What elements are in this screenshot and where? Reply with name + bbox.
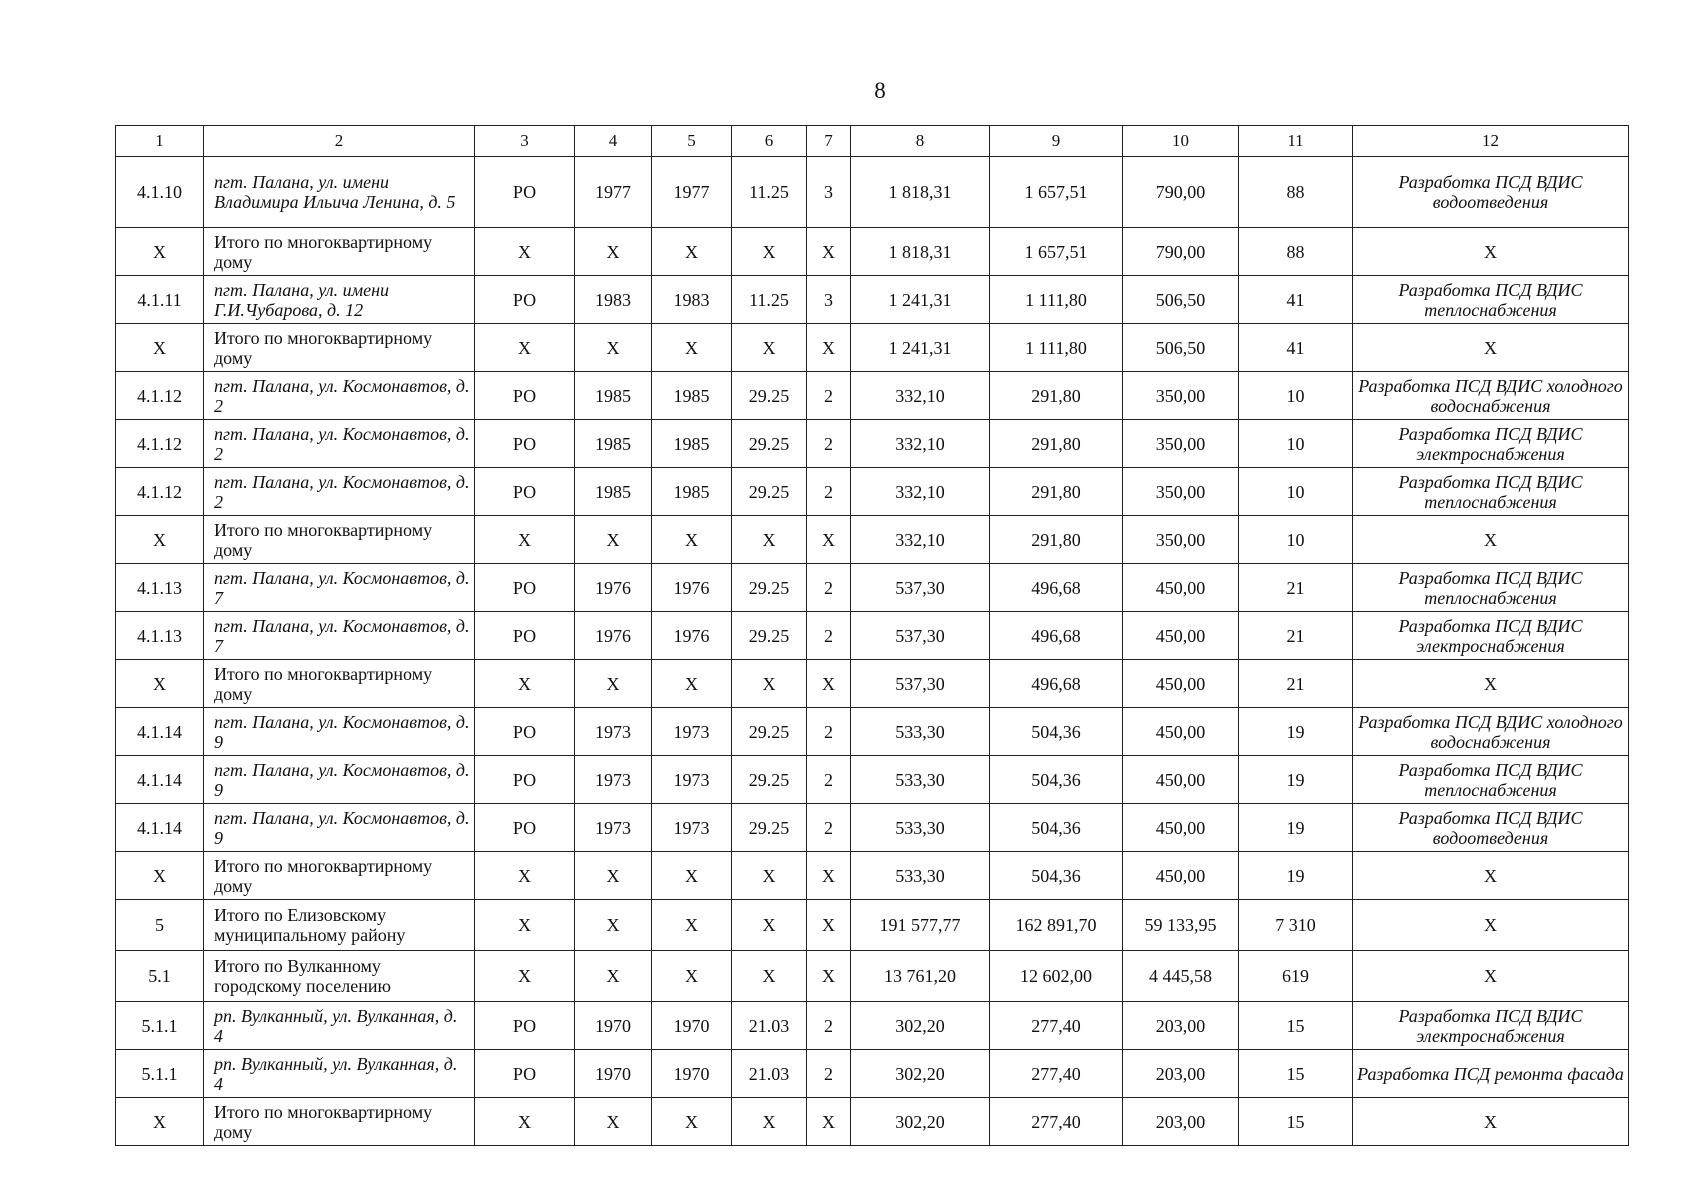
- col-area-total: 533,30: [851, 804, 990, 852]
- col-year-commission: 1970: [652, 1002, 732, 1050]
- col-residents: 88: [1239, 228, 1353, 276]
- col-type: РО: [475, 372, 575, 420]
- col-area-total: 332,10: [851, 420, 990, 468]
- col-address: пгт. Палана, ул. Космонавтов, д. 2: [204, 372, 475, 420]
- col-code: 11.25: [732, 276, 807, 324]
- col-year-commission: 1977: [652, 157, 732, 228]
- col-year-commission: 1973: [652, 804, 732, 852]
- col-residents: 19: [1239, 852, 1353, 900]
- col-type: Х: [475, 516, 575, 564]
- col-type: РО: [475, 420, 575, 468]
- col-code: 29.25: [732, 708, 807, 756]
- col-number: 5: [116, 900, 204, 951]
- col-cost: 790,00: [1123, 157, 1239, 228]
- col-residents: 19: [1239, 756, 1353, 804]
- col-floors: Х: [807, 324, 851, 372]
- col-number: 4.1.14: [116, 708, 204, 756]
- header-cell-1: 1: [116, 126, 204, 157]
- col-residents: 15: [1239, 1050, 1353, 1098]
- col-year-commission: 1985: [652, 372, 732, 420]
- col-area-living: 496,68: [990, 564, 1123, 612]
- header-row: [116, 126, 1629, 157]
- col-year-commission: 1973: [652, 756, 732, 804]
- col-number: Х: [116, 852, 204, 900]
- col-year-commission: Х: [652, 900, 732, 951]
- col-area-living: 12 602,00: [990, 951, 1123, 1002]
- page-number: 8: [874, 78, 886, 103]
- col-cost: 450,00: [1123, 564, 1239, 612]
- col-year-built: Х: [575, 1098, 652, 1146]
- col-year-commission: Х: [652, 1098, 732, 1146]
- col-address: пгт. Палана, ул. Космонавтов, д. 9: [204, 708, 475, 756]
- col-type: РО: [475, 276, 575, 324]
- col-year-commission: Х: [652, 951, 732, 1002]
- col-area-living: 504,36: [990, 852, 1123, 900]
- col-code: 11.25: [732, 157, 807, 228]
- col-code: Х: [732, 228, 807, 276]
- table-row: [116, 756, 1629, 804]
- col-floors: Х: [807, 900, 851, 951]
- col-year-built: 1973: [575, 708, 652, 756]
- col-residents: 21: [1239, 564, 1353, 612]
- total-row: [116, 951, 1629, 1002]
- col-number: 4.1.13: [116, 612, 204, 660]
- col-number: Х: [116, 228, 204, 276]
- col-type: Х: [475, 900, 575, 951]
- col-area-total: 533,30: [851, 708, 990, 756]
- col-work: Х: [1353, 951, 1629, 1002]
- col-type: РО: [475, 564, 575, 612]
- total-row: [116, 228, 1629, 276]
- col-work: Х: [1353, 516, 1629, 564]
- col-address: Итого по многоквартирному дому: [204, 660, 475, 708]
- total-row: [116, 1098, 1629, 1146]
- col-area-living: 291,80: [990, 468, 1123, 516]
- col-number: 5.1.1: [116, 1002, 204, 1050]
- col-year-commission: 1985: [652, 420, 732, 468]
- table-row: [116, 1050, 1629, 1098]
- col-number: 4.1.12: [116, 468, 204, 516]
- col-number: Х: [116, 1098, 204, 1146]
- col-work: Разработка ПСД ВДИС теплоснабжения: [1353, 756, 1629, 804]
- col-number: Х: [116, 660, 204, 708]
- col-work: Разработка ПСД ВДИС электроснабжения: [1353, 420, 1629, 468]
- col-type: РО: [475, 804, 575, 852]
- col-year-commission: 1976: [652, 564, 732, 612]
- table-row: [116, 804, 1629, 852]
- total-row: [116, 324, 1629, 372]
- table-row: [116, 372, 1629, 420]
- col-address: пгт. Палана, ул. Космонавтов, д. 2: [204, 420, 475, 468]
- col-cost: 350,00: [1123, 372, 1239, 420]
- col-floors: Х: [807, 228, 851, 276]
- col-work: Разработка ПСД ВДИС электроснабжения: [1353, 1002, 1629, 1050]
- col-work: Х: [1353, 660, 1629, 708]
- col-cost: 4 445,58: [1123, 951, 1239, 1002]
- col-year-commission: 1973: [652, 708, 732, 756]
- col-type: РО: [475, 157, 575, 228]
- col-floors: 2: [807, 468, 851, 516]
- col-year-built: Х: [575, 951, 652, 1002]
- col-area-living: 1 111,80: [990, 324, 1123, 372]
- col-code: Х: [732, 900, 807, 951]
- col-area-living: 504,36: [990, 804, 1123, 852]
- col-work: Разработка ПСД ВДИС теплоснабжения: [1353, 276, 1629, 324]
- col-area-living: 496,68: [990, 612, 1123, 660]
- col-cost: 350,00: [1123, 516, 1239, 564]
- table-row: [116, 420, 1629, 468]
- col-cost: 450,00: [1123, 612, 1239, 660]
- col-residents: 10: [1239, 372, 1353, 420]
- register-table: [115, 125, 1629, 1146]
- col-type: Х: [475, 228, 575, 276]
- col-number: 4.1.11: [116, 276, 204, 324]
- table-row: [116, 564, 1629, 612]
- col-number: 4.1.14: [116, 804, 204, 852]
- col-work: Х: [1353, 228, 1629, 276]
- col-work: Разработка ПСД ВДИС водоотведения: [1353, 804, 1629, 852]
- col-number: Х: [116, 516, 204, 564]
- col-area-living: 496,68: [990, 660, 1123, 708]
- col-code: 29.25: [732, 804, 807, 852]
- col-year-built: 1970: [575, 1050, 652, 1098]
- col-year-built: 1973: [575, 756, 652, 804]
- col-code: 29.25: [732, 756, 807, 804]
- col-code: 29.25: [732, 372, 807, 420]
- col-residents: 15: [1239, 1002, 1353, 1050]
- col-type: Х: [475, 324, 575, 372]
- col-year-commission: Х: [652, 228, 732, 276]
- col-area-living: 1 111,80: [990, 276, 1123, 324]
- col-code: 29.25: [732, 612, 807, 660]
- table-row: [116, 157, 1629, 228]
- col-floors: 2: [807, 420, 851, 468]
- col-area-total: 302,20: [851, 1050, 990, 1098]
- col-number: 4.1.10: [116, 157, 204, 228]
- header-cell-11: 11: [1239, 126, 1353, 157]
- col-work: Разработка ПСД ВДИС теплоснабжения: [1353, 564, 1629, 612]
- col-area-living: 1 657,51: [990, 157, 1123, 228]
- col-residents: 41: [1239, 324, 1353, 372]
- col-year-built: 1985: [575, 420, 652, 468]
- col-area-total: 302,20: [851, 1098, 990, 1146]
- col-year-built: 1985: [575, 468, 652, 516]
- col-address: Итого по многоквартирному дому: [204, 324, 475, 372]
- col-residents: 15: [1239, 1098, 1353, 1146]
- col-year-built: 1985: [575, 372, 652, 420]
- col-residents: 21: [1239, 660, 1353, 708]
- col-year-built: 1983: [575, 276, 652, 324]
- col-number: 4.1.13: [116, 564, 204, 612]
- col-year-built: 1970: [575, 1002, 652, 1050]
- total-row: [116, 900, 1629, 951]
- header-cell-5: 5: [652, 126, 732, 157]
- col-address: пгт. Палана, ул. имени Владимира Ильича Ленина, д. 5: [204, 157, 475, 228]
- col-area-total: 13 761,20: [851, 951, 990, 1002]
- col-year-built: Х: [575, 852, 652, 900]
- col-type: Х: [475, 660, 575, 708]
- col-address: пгт. Палана, ул. Космонавтов, д. 7: [204, 612, 475, 660]
- table-row: [116, 276, 1629, 324]
- col-cost: 450,00: [1123, 852, 1239, 900]
- header-cell-8: 8: [851, 126, 990, 157]
- col-residents: 21: [1239, 612, 1353, 660]
- col-cost: 506,50: [1123, 276, 1239, 324]
- header-cell-12: 12: [1353, 126, 1629, 157]
- col-floors: 2: [807, 1002, 851, 1050]
- col-area-total: 332,10: [851, 372, 990, 420]
- col-floors: 2: [807, 372, 851, 420]
- col-residents: 10: [1239, 420, 1353, 468]
- col-work: Х: [1353, 900, 1629, 951]
- col-cost: 450,00: [1123, 708, 1239, 756]
- col-type: РО: [475, 1002, 575, 1050]
- total-row: [116, 516, 1629, 564]
- col-area-living: 162 891,70: [990, 900, 1123, 951]
- col-cost: 450,00: [1123, 756, 1239, 804]
- col-type: Х: [475, 852, 575, 900]
- col-address: пгт. Палана, ул. Космонавтов, д. 9: [204, 756, 475, 804]
- col-work: Разработка ПСД ВДИС водоотведения: [1353, 157, 1629, 228]
- col-floors: 3: [807, 157, 851, 228]
- col-year-built: Х: [575, 324, 652, 372]
- col-address: Итого по Елизовскому муниципальному району: [204, 900, 475, 951]
- col-code: Х: [732, 1098, 807, 1146]
- col-work: Х: [1353, 1098, 1629, 1146]
- col-type: Х: [475, 951, 575, 1002]
- col-area-total: 302,20: [851, 1002, 990, 1050]
- col-area-total: 533,30: [851, 756, 990, 804]
- col-year-built: 1977: [575, 157, 652, 228]
- col-area-total: 1 241,31: [851, 324, 990, 372]
- table-row: [116, 612, 1629, 660]
- col-year-commission: Х: [652, 660, 732, 708]
- col-floors: Х: [807, 516, 851, 564]
- col-area-total: 1 241,31: [851, 276, 990, 324]
- col-address: пгт. Палана, ул. Космонавтов, д. 7: [204, 564, 475, 612]
- col-floors: 2: [807, 804, 851, 852]
- col-cost: 506,50: [1123, 324, 1239, 372]
- col-residents: 19: [1239, 804, 1353, 852]
- col-area-living: 504,36: [990, 756, 1123, 804]
- col-floors: 3: [807, 276, 851, 324]
- col-code: 21.03: [732, 1050, 807, 1098]
- col-area-living: 277,40: [990, 1098, 1123, 1146]
- col-floors: Х: [807, 951, 851, 1002]
- col-type: Х: [475, 1098, 575, 1146]
- col-residents: 619: [1239, 951, 1353, 1002]
- col-area-living: 291,80: [990, 516, 1123, 564]
- table-row: [116, 468, 1629, 516]
- col-year-built: Х: [575, 516, 652, 564]
- col-area-living: 504,36: [990, 708, 1123, 756]
- col-address: пгт. Палана, ул. Космонавтов, д. 2: [204, 468, 475, 516]
- col-residents: 41: [1239, 276, 1353, 324]
- col-floors: Х: [807, 660, 851, 708]
- col-cost: 203,00: [1123, 1002, 1239, 1050]
- col-year-commission: Х: [652, 516, 732, 564]
- col-year-built: Х: [575, 900, 652, 951]
- col-year-commission: Х: [652, 852, 732, 900]
- col-cost: 450,00: [1123, 804, 1239, 852]
- col-address: Итого по многоквартирному дому: [204, 516, 475, 564]
- col-residents: 10: [1239, 516, 1353, 564]
- col-address: Итого по многоквартирному дому: [204, 852, 475, 900]
- col-code: Х: [732, 951, 807, 1002]
- col-address: Итого по Вулканному городскому поселению: [204, 951, 475, 1002]
- header-cell-9: 9: [990, 126, 1123, 157]
- col-work: Разработка ПСД ВДИС холодного водоснабжения: [1353, 372, 1629, 420]
- header-cell-10: 10: [1123, 126, 1239, 157]
- col-number: 4.1.14: [116, 756, 204, 804]
- col-code: Х: [732, 516, 807, 564]
- col-area-total: 533,30: [851, 852, 990, 900]
- col-work: Разработка ПСД ВДИС электроснабжения: [1353, 612, 1629, 660]
- header-cell-2: 2: [204, 126, 475, 157]
- col-year-commission: 1976: [652, 612, 732, 660]
- col-address: Итого по многоквартирному дому: [204, 1098, 475, 1146]
- header-cell-7: 7: [807, 126, 851, 157]
- col-work: Разработка ПСД ремонта фасада: [1353, 1050, 1629, 1098]
- col-area-living: 277,40: [990, 1050, 1123, 1098]
- col-floors: Х: [807, 1098, 851, 1146]
- col-year-built: Х: [575, 660, 652, 708]
- col-cost: 350,00: [1123, 420, 1239, 468]
- col-code: 29.25: [732, 564, 807, 612]
- col-work: Х: [1353, 324, 1629, 372]
- header-cell-3: 3: [475, 126, 575, 157]
- col-type: РО: [475, 612, 575, 660]
- col-number: 5.1.1: [116, 1050, 204, 1098]
- col-code: 29.25: [732, 420, 807, 468]
- col-address: рп. Вулканный, ул. Вулканная, д. 4: [204, 1050, 475, 1098]
- col-area-total: 537,30: [851, 660, 990, 708]
- col-number: 4.1.12: [116, 372, 204, 420]
- table-row: [116, 1002, 1629, 1050]
- col-cost: 203,00: [1123, 1098, 1239, 1146]
- col-area-total: 332,10: [851, 516, 990, 564]
- col-type: РО: [475, 756, 575, 804]
- col-floors: 2: [807, 708, 851, 756]
- col-area-living: 291,80: [990, 372, 1123, 420]
- col-number: 4.1.12: [116, 420, 204, 468]
- col-year-built: 1976: [575, 564, 652, 612]
- col-code: Х: [732, 324, 807, 372]
- col-area-living: 291,80: [990, 420, 1123, 468]
- col-area-living: 277,40: [990, 1002, 1123, 1050]
- col-work: Разработка ПСД ВДИС холодного водоснабжения: [1353, 708, 1629, 756]
- col-address: пгт. Палана, ул. имени Г.И.Чубарова, д. 12: [204, 276, 475, 324]
- col-type: РО: [475, 708, 575, 756]
- total-row: [116, 852, 1629, 900]
- col-cost: 203,00: [1123, 1050, 1239, 1098]
- col-area-total: 1 818,31: [851, 157, 990, 228]
- col-work: Разработка ПСД ВДИС теплоснабжения: [1353, 468, 1629, 516]
- col-cost: 350,00: [1123, 468, 1239, 516]
- col-floors: 2: [807, 1050, 851, 1098]
- col-type: РО: [475, 468, 575, 516]
- col-year-commission: 1983: [652, 276, 732, 324]
- col-year-commission: 1985: [652, 468, 732, 516]
- col-address: пгт. Палана, ул. Космонавтов, д. 9: [204, 804, 475, 852]
- col-floors: 2: [807, 564, 851, 612]
- total-row: [116, 660, 1629, 708]
- col-address: рп. Вулканный, ул. Вулканная, д. 4: [204, 1002, 475, 1050]
- col-code: 29.25: [732, 468, 807, 516]
- col-code: Х: [732, 852, 807, 900]
- col-residents: 10: [1239, 468, 1353, 516]
- col-year-built: 1973: [575, 804, 652, 852]
- col-code: Х: [732, 660, 807, 708]
- col-cost: 450,00: [1123, 660, 1239, 708]
- col-type: РО: [475, 1050, 575, 1098]
- col-residents: 19: [1239, 708, 1353, 756]
- col-cost: 59 133,95: [1123, 900, 1239, 951]
- col-work: Х: [1353, 852, 1629, 900]
- header-cell-6: 6: [732, 126, 807, 157]
- col-year-built: 1976: [575, 612, 652, 660]
- col-area-total: 1 818,31: [851, 228, 990, 276]
- col-floors: Х: [807, 852, 851, 900]
- col-code: 21.03: [732, 1002, 807, 1050]
- col-cost: 790,00: [1123, 228, 1239, 276]
- col-floors: 2: [807, 756, 851, 804]
- col-area-total: 537,30: [851, 564, 990, 612]
- col-number: 5.1: [116, 951, 204, 1002]
- col-area-total: 332,10: [851, 468, 990, 516]
- col-number: Х: [116, 324, 204, 372]
- col-address: Итого по многоквартирному дому: [204, 228, 475, 276]
- col-area-total: 537,30: [851, 612, 990, 660]
- col-floors: 2: [807, 612, 851, 660]
- col-residents: 7 310: [1239, 900, 1353, 951]
- col-year-commission: Х: [652, 324, 732, 372]
- header-cell-4: 4: [575, 126, 652, 157]
- table-row: [116, 708, 1629, 756]
- col-year-commission: 1970: [652, 1050, 732, 1098]
- col-area-total: 191 577,77: [851, 900, 990, 951]
- col-area-living: 1 657,51: [990, 228, 1123, 276]
- col-year-built: Х: [575, 228, 652, 276]
- col-residents: 88: [1239, 157, 1353, 228]
